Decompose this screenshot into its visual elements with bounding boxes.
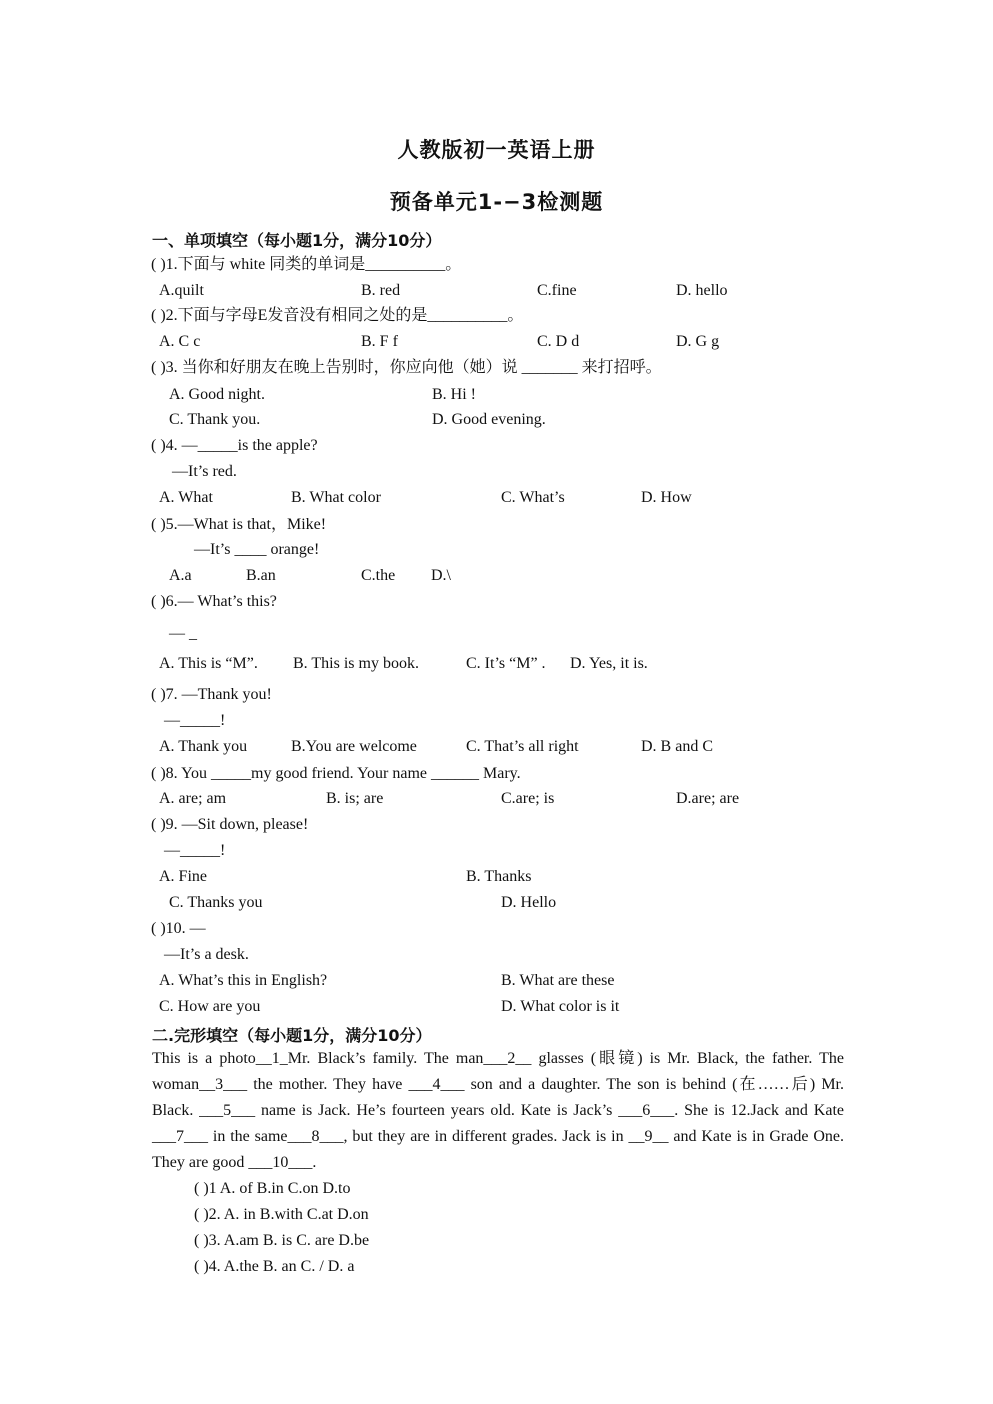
question-7-option-a: A. Thank you <box>159 738 248 755</box>
question-9-option-b: B. Thanks <box>466 868 532 885</box>
question-10-option-c: C. How are you <box>159 998 261 1015</box>
document-title: 人教版初一英语上册 <box>397 138 596 162</box>
question-4-option-a: A. What <box>159 489 213 506</box>
document-subtitle: 预备单元1-−3检测题 <box>389 190 604 214</box>
question-9-option-d: D. Hello <box>501 894 557 911</box>
question-9-reply: —_____! <box>164 842 226 859</box>
question-8-option-a: A. are; am <box>159 790 227 807</box>
question-7-reply: —_____! <box>164 712 226 729</box>
question-2-option-d: D. G g <box>676 333 720 350</box>
question-5-reply: —It’s ____ orange! <box>194 541 320 558</box>
question-2-option-c: C. D d <box>537 333 580 350</box>
question-4-option-b: B. What color <box>291 489 381 506</box>
question-3-option-c: C. Thank you. <box>169 411 261 428</box>
question-7-option-b: B.You are welcome <box>291 738 417 755</box>
question-1-stem: ( )1.下面与 white 同类的单词是__________。 <box>151 256 462 273</box>
question-10-option-d: D. What color is it <box>501 998 620 1015</box>
question-6-option-d: D. Yes, it is. <box>570 655 648 672</box>
question-4-option-c: C. What’s <box>501 489 565 506</box>
question-4-reply: —It’s red. <box>172 463 237 480</box>
question-6-reply: — _ <box>169 625 197 642</box>
question-5-option-d: D.\ <box>431 567 451 584</box>
question-3-option-a: A. Good night. <box>169 386 265 403</box>
question-9-stem: ( )9. —Sit down, please! <box>151 816 309 833</box>
question-4-stem: ( )4. —_____is the apple? <box>151 437 318 454</box>
question-5-option-a: A.a <box>169 567 192 584</box>
question-10-stem: ( )10. — <box>151 920 206 937</box>
question-8-option-b: B. is; are <box>326 790 384 807</box>
question-2-option-b: B. F f <box>361 333 398 350</box>
question-6-option-b: B. This is my book. <box>293 655 419 672</box>
question-3-stem: ( )3. 当你和好朋友在晚上告别时，你应向他（她）说 _______ 来打招呼。 <box>151 359 662 376</box>
question-5-option-c: C.the <box>361 567 396 584</box>
question-5-option-b: B.an <box>246 567 276 584</box>
question-7-option-d: D. B and C <box>641 738 713 755</box>
question-1-option-a: A.quilt <box>159 282 204 299</box>
question-9-option-c: C. Thanks you <box>169 894 263 911</box>
cloze-item-1: ( )1 A. of B.in C.on D.to <box>194 1180 351 1197</box>
question-8-option-d: D.are; are <box>676 790 740 807</box>
question-3-option-b: B. Hi ! <box>432 386 476 403</box>
question-1-option-b: B. red <box>361 282 401 299</box>
cloze-item-3: ( )3. A.am B. is C. are D.be <box>194 1232 370 1249</box>
question-6-option-a: A. This is “M”. <box>159 655 258 672</box>
cloze-item-4: ( )4. A.the B. an C. / D. a <box>194 1258 355 1275</box>
question-10-reply: —It’s a desk. <box>164 946 249 963</box>
question-10-option-b: B. What are these <box>501 972 615 989</box>
question-2-stem: ( )2.下面与字母E发音没有相同之处的是__________。 <box>151 307 524 324</box>
cloze-passage: This is a photo__1_Mr. Black’s family. The man___2__ glasses (眼镜) is Mr. Black, the father. The woman__3___ the mother. They have ___4___ son and a daughter. The son is behind (在……后) Mr. Black. ___5___ name is Jack. He’s fourteen years old. Kate is Jack’s ___6___. She is 12.Jack and Kate ___7___ in the same___8___, but they are in different grades. Jack is in __9__ and Kate is in Grade One. They are good ___10___. <box>152 1050 844 1171</box>
cloze-item-2: ( )2. A. in B.with C.at D.on <box>194 1206 369 1223</box>
section-1-heading: 一、单项填空（每小题1分，满分10分） <box>152 231 442 250</box>
question-9-option-a: A. Fine <box>159 868 207 885</box>
question-6-stem: ( )6.— What’s this? <box>151 593 277 610</box>
question-1-option-c: C.fine <box>537 282 577 299</box>
question-1-option-d: D. hello <box>676 282 728 299</box>
question-8-option-c: C.are; is <box>501 790 555 807</box>
question-6-option-c: C. It’s “M” . <box>466 655 546 672</box>
section-2-heading: 二.完形填空（每小题1分，满分10分） <box>152 1026 432 1045</box>
question-2-option-a: A. C c <box>159 333 201 350</box>
question-7-stem: ( )7. —Thank you! <box>151 686 272 703</box>
question-8-stem: ( )8. You _____my good friend. Your name ______ Mary. <box>151 765 521 782</box>
question-5-stem: ( )5.—What is that，Mike! <box>151 516 327 533</box>
question-7-option-c: C. That’s all right <box>466 738 579 755</box>
question-4-option-d: D. How <box>641 489 692 506</box>
question-3-option-d: D. Good evening. <box>432 411 546 428</box>
question-10-option-a: A. What’s this in English? <box>159 972 328 989</box>
